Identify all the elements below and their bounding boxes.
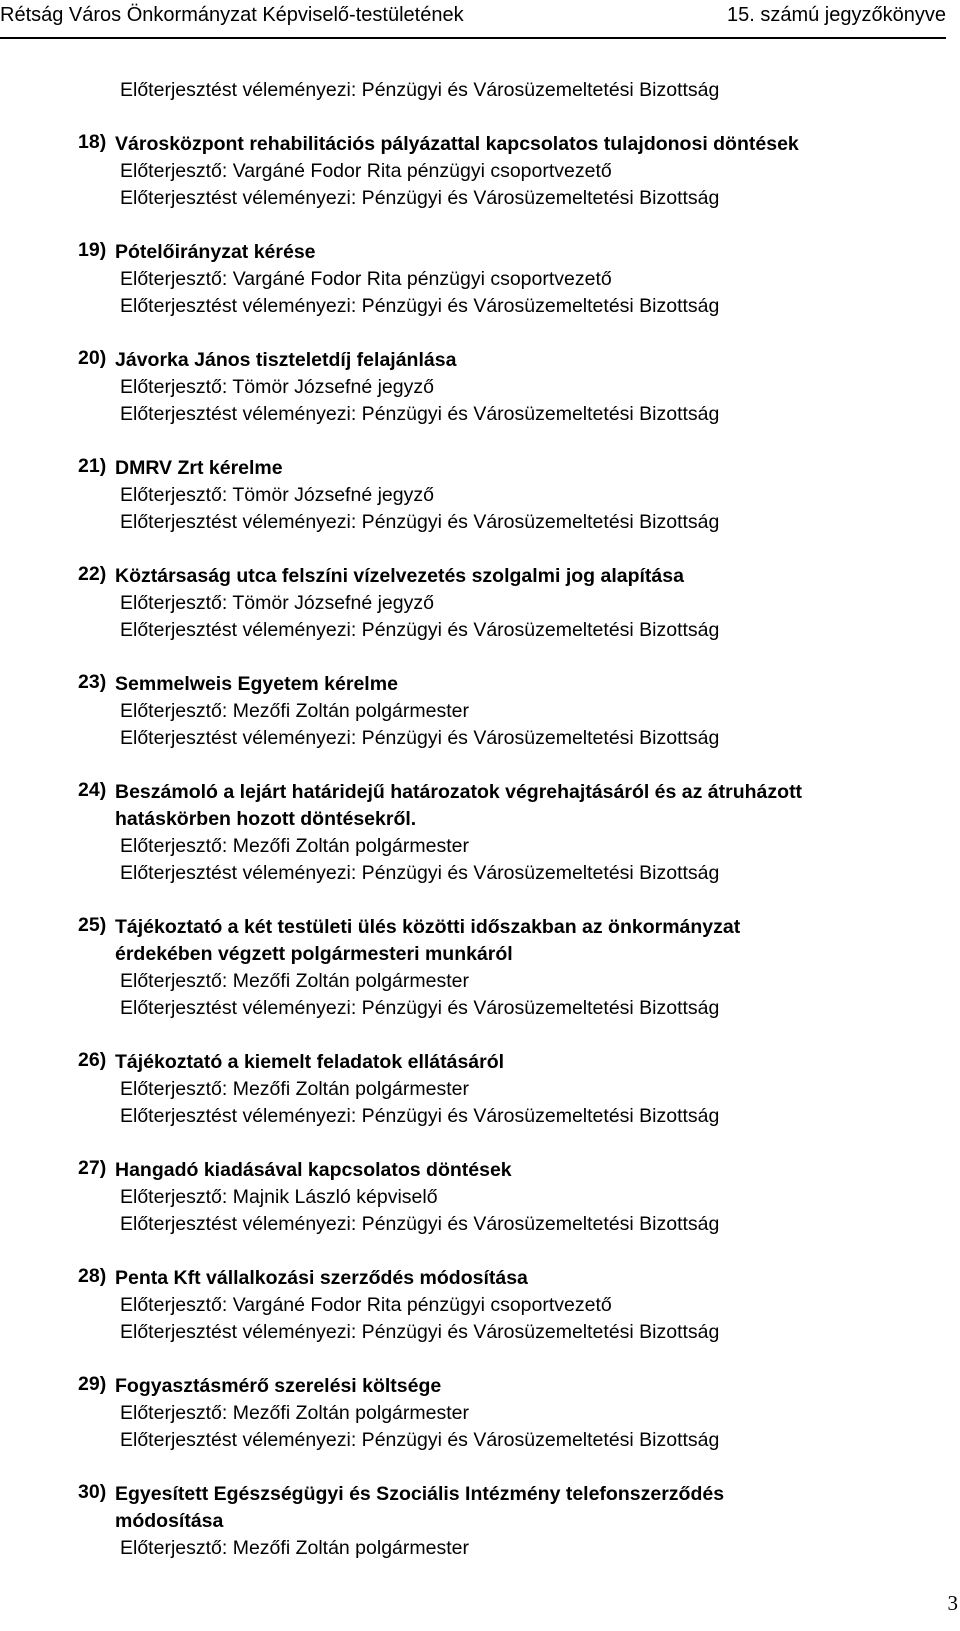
agenda-item	[0, 347, 960, 428]
agenda-item-number: 21)	[78, 455, 107, 477]
agenda-item	[0, 239, 960, 320]
agenda-item-title: Penta Kft vállalkozási szerződés módosítása	[115, 1267, 528, 1289]
agenda-item-title: Tájékoztató a kiemelt feladatok ellátásáról	[115, 1051, 505, 1073]
agenda-item-title: Pótelőirányzat kérése	[115, 241, 316, 263]
agenda-item-presenter: Előterjesztő: Vargáné Fodor Rita pénzügyi csoportvezető	[120, 1294, 612, 1316]
page-number: 3	[947, 1591, 958, 1615]
agenda-item-number: 26)	[78, 1049, 107, 1071]
agenda-item-reviewer: Előterjesztést véleményezi: Pénzügyi és Városüzemeltetési Bizottság	[120, 187, 720, 209]
agenda-item-number: 24)	[78, 779, 107, 801]
agenda-item-title: Jávorka János tiszteletdíj felajánlása	[115, 349, 457, 371]
header-council-title: Rétság Város Önkormányzat Képviselő-testületének	[0, 4, 464, 26]
agenda-item-title: Beszámoló a lejárt határidejű határozatok végrehajtásáról és az átruházott hatáskörben hozott döntésekről.	[115, 781, 803, 830]
agenda-item	[0, 1481, 960, 1562]
agenda-item-title: Köztársaság utca felszíni vízelvezetés szolgalmi jog alapítása	[115, 565, 684, 587]
agenda-item-number: 25)	[78, 914, 107, 936]
agenda-item-title: Városközpont rehabilitációs pályázattal kapcsolatos tulajdonosi döntések	[115, 133, 799, 155]
agenda-item-number: 19)	[78, 239, 107, 261]
agenda-item-number: 30)	[78, 1481, 107, 1503]
agenda-item-reviewer: Előterjesztést véleményezi: Pénzügyi és Városüzemeltetési Bizottság	[120, 1429, 720, 1451]
agenda-item	[0, 671, 960, 752]
agenda-item-reviewer: Előterjesztést véleményezi: Pénzügyi és Városüzemeltetési Bizottság	[120, 1105, 720, 1127]
agenda-item	[0, 1265, 960, 1346]
agenda-item-number: 20)	[78, 347, 107, 369]
agenda-item-reviewer: Előterjesztést véleményezi: Pénzügyi és Városüzemeltetési Bizottság	[120, 727, 720, 749]
agenda-item	[0, 779, 960, 887]
header-minutes-number: 15. számú jegyzőkönyve	[726, 4, 946, 26]
agenda-item-number: 22)	[78, 563, 107, 585]
intro-reviewer-line: Előterjesztést véleményezi: Pénzügyi és Városüzemeltetési Bizottság	[120, 79, 720, 101]
agenda-item-title: DMRV Zrt kérelme	[115, 457, 283, 479]
agenda-item-presenter: Előterjesztő: Mezőfi Zoltán polgármester	[120, 1402, 469, 1424]
agenda-item-title: Fogyasztásmérő szerelési költsége	[115, 1375, 442, 1397]
agenda-item-number: 18)	[78, 131, 107, 153]
agenda-item	[0, 563, 960, 644]
agenda-item	[0, 1373, 960, 1454]
agenda-item-reviewer: Előterjesztést véleményezi: Pénzügyi és Városüzemeltetési Bizottság	[120, 619, 720, 641]
agenda-item-presenter: Előterjesztő: Mezőfi Zoltán polgármester	[120, 700, 469, 722]
agenda-item-presenter: Előterjesztő: Mezőfi Zoltán polgármester	[120, 970, 469, 992]
agenda-item	[0, 455, 960, 536]
agenda-item-title: Hangadó kiadásával kapcsolatos döntések	[115, 1159, 512, 1181]
agenda-item-presenter: Előterjesztő: Vargáné Fodor Rita pénzügyi csoportvezető	[120, 160, 612, 182]
agenda-item	[0, 1157, 960, 1238]
agenda-item-number: 23)	[78, 671, 107, 693]
agenda-list	[0, 131, 960, 1589]
agenda-item	[0, 914, 960, 1022]
agenda-item-reviewer: Előterjesztést véleményezi: Pénzügyi és Városüzemeltetési Bizottság	[120, 1321, 720, 1343]
agenda-item-presenter: Előterjesztő: Mezőfi Zoltán polgármester	[120, 1537, 469, 1559]
agenda-item-presenter: Előterjesztő: Vargáné Fodor Rita pénzügyi csoportvezető	[120, 268, 612, 290]
agenda-item-presenter: Előterjesztő: Majnik László képviselő	[120, 1186, 438, 1208]
agenda-item-presenter: Előterjesztő: Tömör Józsefné jegyző	[120, 376, 434, 398]
agenda-item-number: 28)	[78, 1265, 107, 1287]
agenda-item-reviewer: Előterjesztést véleményezi: Pénzügyi és Városüzemeltetési Bizottság	[120, 862, 720, 884]
agenda-item-reviewer: Előterjesztést véleményezi: Pénzügyi és Városüzemeltetési Bizottság	[120, 997, 720, 1019]
agenda-item-reviewer: Előterjesztést véleményezi: Pénzügyi és Városüzemeltetési Bizottság	[120, 1213, 720, 1235]
agenda-item-presenter: Előterjesztő: Mezőfi Zoltán polgármester	[120, 1078, 469, 1100]
agenda-item-presenter: Előterjesztő: Mezőfi Zoltán polgármester	[120, 835, 469, 857]
agenda-item-reviewer: Előterjesztést véleményezi: Pénzügyi és Városüzemeltetési Bizottság	[120, 403, 720, 425]
agenda-item-reviewer: Előterjesztést véleményezi: Pénzügyi és Városüzemeltetési Bizottság	[120, 511, 720, 533]
agenda-item	[0, 1049, 960, 1130]
agenda-item-reviewer: Előterjesztést véleményezi: Pénzügyi és Városüzemeltetési Bizottság	[120, 295, 720, 317]
agenda-item-number: 27)	[78, 1157, 107, 1179]
agenda-item-title: Semmelweis Egyetem kérelme	[115, 673, 398, 695]
agenda-item-presenter: Előterjesztő: Tömör Józsefné jegyző	[120, 484, 434, 506]
page-header	[0, 4, 946, 34]
agenda-item-presenter: Előterjesztő: Tömör Józsefné jegyző	[120, 592, 434, 614]
agenda-item-number: 29)	[78, 1373, 107, 1395]
agenda-item-title: Egyesített Egészségügyi és Szociális Intézmény telefonszerződés módosítása	[115, 1483, 725, 1532]
agenda-item-title: Tájékoztató a két testületi ülés közötti időszakban az önkormányzat érdekében végzett polgármesteri munkáról	[115, 916, 741, 965]
header-divider	[0, 37, 946, 39]
agenda-item	[0, 131, 960, 212]
